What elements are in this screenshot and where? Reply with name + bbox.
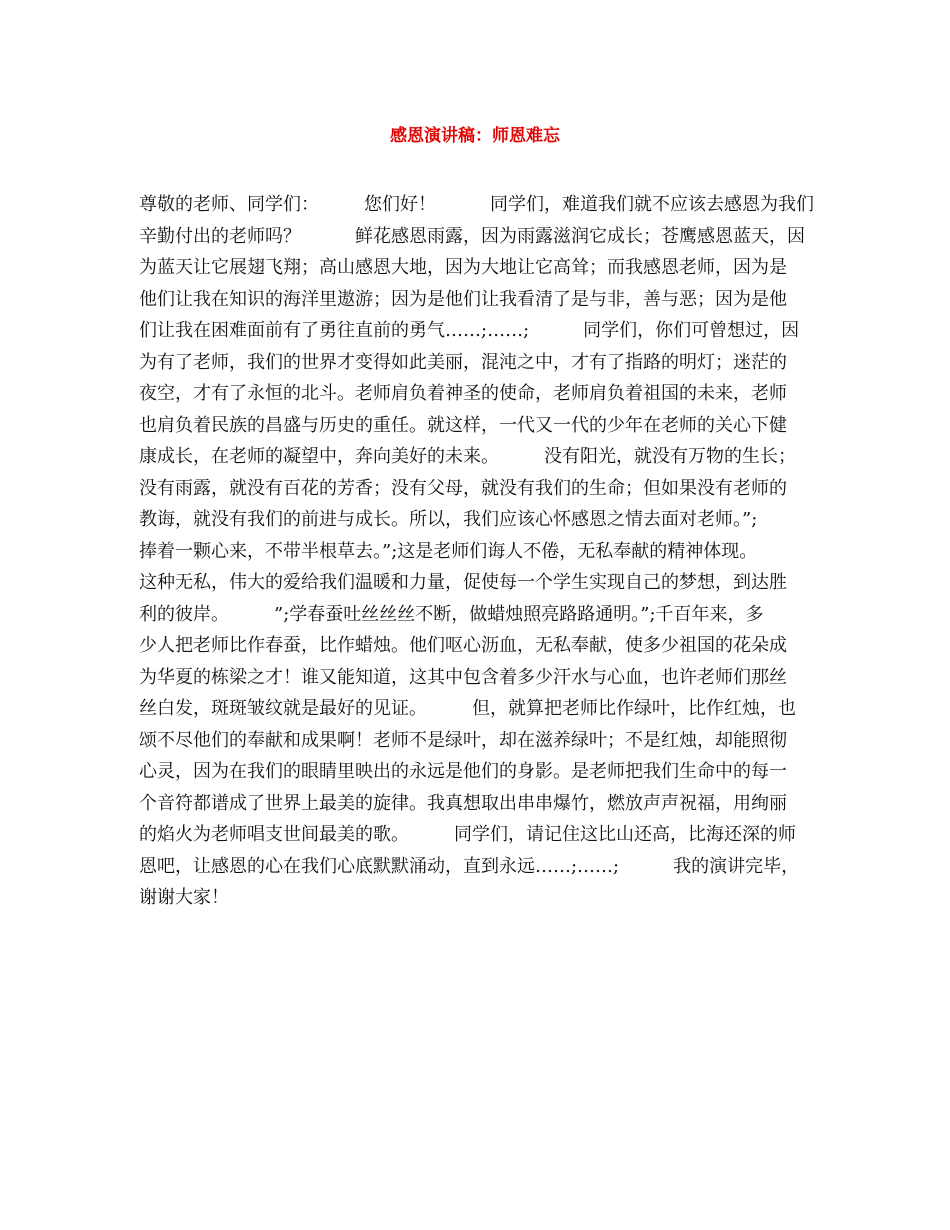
body-line: 利的彼岸。 ”;学春蚕吐丝丝丝不断，做蜡烛照亮路路通明。”;千百年来，多 — [139, 603, 764, 625]
body-line: 的焰火为老师唱支世间最美的歌。 同学们，请记住这比山还高，比海还深的师 — [139, 824, 796, 845]
body-line: 教诲，就没有我们的前进与成长。所以，我们应该心怀感恩之情去面对老师。”; — [139, 509, 758, 530]
page-title: 感恩演讲稿：师恩难忘 — [390, 126, 560, 146]
body-line: 也肩负着民族的昌盛与历史的重任。就这样，一代又一代的少年在老师的关心下健 — [139, 414, 787, 436]
body-line: 心灵，因为在我们的眼睛里映出的永远是他们的身影。是老师把我们生命中的每一 — [139, 761, 787, 782]
body-line: 为华夏的栋梁之才！谁又能知道，这其中包含着多少汗水与心血，也许老师们那丝 — [139, 666, 787, 688]
body-line: 们让我在困难面前有了勇往直前的勇气……;……; 同学们，你们可曾想过，因 — [139, 320, 800, 341]
body-line: 谢谢大家！ — [139, 887, 229, 908]
body-line: 康成长，在老师的凝望中，奔向美好的未来。 没有阳光，就没有万物的生长； — [139, 446, 796, 467]
body-line: 少人把老师比作春蚕，比作蜡烛。他们呕心沥血，无私奉献，使多少祖国的花朵成 — [139, 635, 787, 656]
body-line: 个音符都谱成了世界上最美的旋律。我真想取出串串爆竹，燃放声声祝福，用绚丽 — [139, 792, 787, 814]
body-line: 捧着一颗心来，不带半根草去。”;这是老师们诲人不倦，无私奉献的精神体现。 — [139, 540, 758, 562]
body-line: 为有了老师，我们的世界才变得如此美丽，混沌之中，才有了指路的明灯；迷茫的 — [139, 351, 787, 373]
body-line: 为蓝天让它展翅飞翔；高山感恩大地，因为大地让它高耸；而我感恩老师，因为是 — [139, 257, 787, 278]
body-line: 这种无私，伟大的爱给我们温暖和力量，促使每一个学生实现自己的梦想，到达胜 — [139, 572, 787, 593]
body-line: 他们让我在知识的海洋里遨游；因为是他们让我看清了是与非，善与恶；因为是他 — [139, 288, 787, 310]
body-line: 丝白发，斑斑皱纹就是最好的见证。 但，就算把老师比作绿叶，比作红烛，也 — [139, 698, 796, 719]
body-line: 辛勤付出的老师吗？ 鲜花感恩雨露，因为雨露滋润它成长；苍鹰感恩蓝天，因 — [139, 225, 805, 247]
body-line: 颂不尽他们的奉献和成果啊！老师不是绿叶，却在滋养绿叶；不是红烛，却能照彻 — [139, 729, 787, 751]
body-line: 夜空，才有了永恒的北斗。老师肩负着神圣的使命，老师肩负着祖国的未来，老师 — [139, 383, 787, 404]
body-line: 没有雨露，就没有百花的芳香；没有父母，就没有我们的生命；但如果没有老师的 — [139, 477, 787, 499]
body-line: 恩吧，让感恩的心在我们心底默默涌动，直到永远……;……; 我的演讲完毕， — [139, 855, 800, 877]
body-line: 尊敬的老师、同学们： 您们好！ 同学们，难道我们就不应该去感恩为我们 — [139, 194, 814, 215]
speech-body — [139, 189, 814, 914]
